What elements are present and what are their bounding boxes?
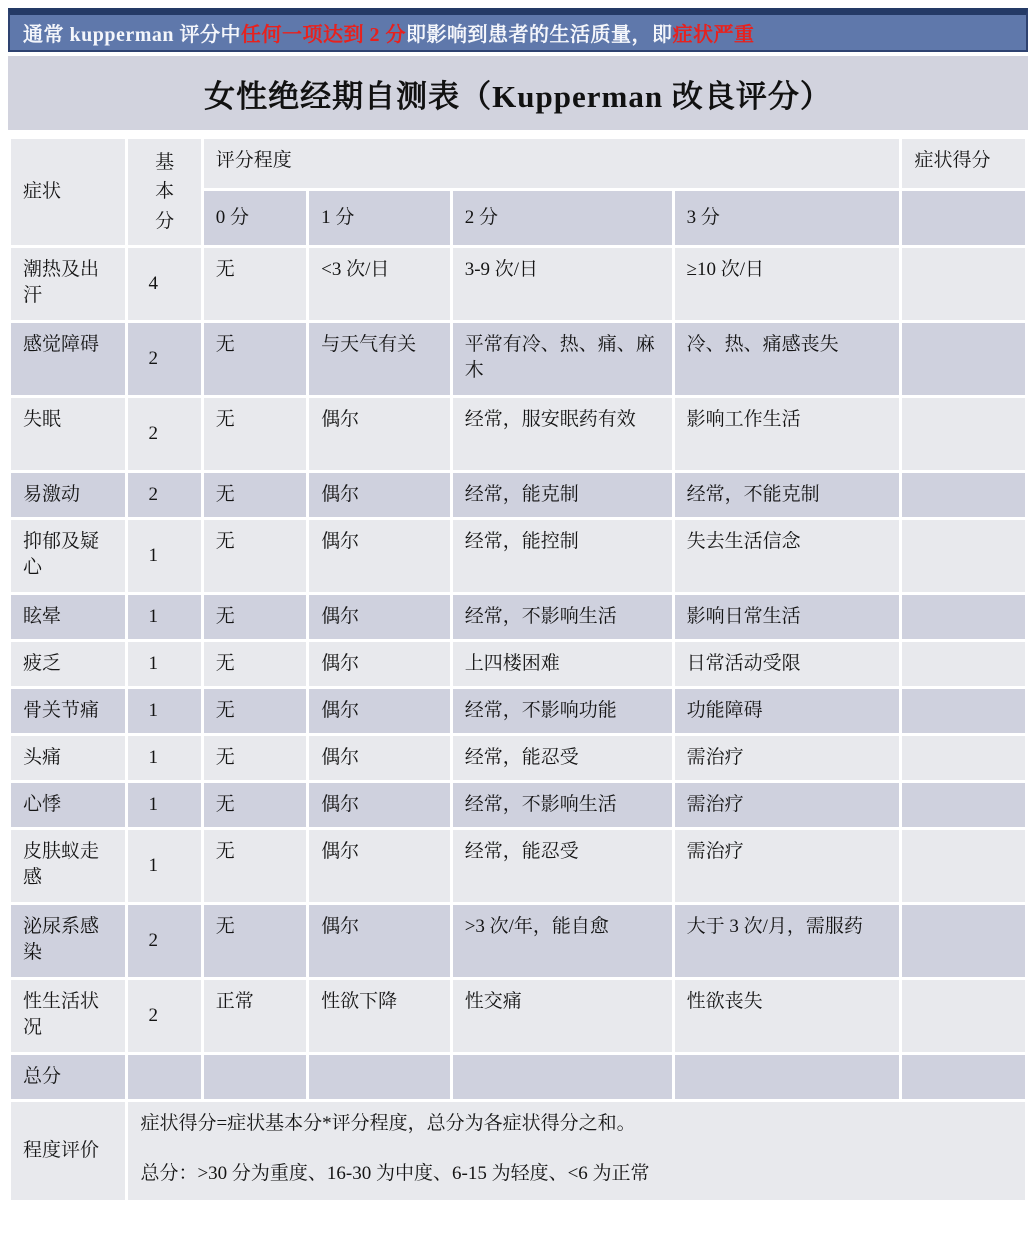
banner-segment: 通常 kupperman 评分中 bbox=[23, 24, 242, 46]
total-empty-cell bbox=[309, 1055, 450, 1099]
page-title: 女性绝经期自测表（Kupperman 改良评分） bbox=[204, 78, 832, 114]
degree-level-header-3: 3 分 bbox=[675, 191, 900, 245]
basic-score-cell: 1 bbox=[128, 830, 200, 902]
basic-score-header bbox=[128, 139, 200, 245]
degree-3-cell: 大于 3 次/月，需服药 bbox=[675, 905, 900, 977]
symptom-score-header: 症状得分 bbox=[902, 139, 1025, 188]
total-empty-cell bbox=[453, 1055, 672, 1099]
basic-score-cell: 2 bbox=[128, 323, 200, 395]
basic-score-cell: 2 bbox=[128, 473, 200, 517]
score-cell bbox=[902, 980, 1025, 1052]
score-cell bbox=[902, 783, 1025, 827]
degree-3-cell: 影响工作生活 bbox=[675, 398, 900, 470]
degree-0-cell: 无 bbox=[204, 323, 306, 395]
degree-3-cell: 日常活动受限 bbox=[675, 642, 900, 686]
symptom-cell: 眩晕 bbox=[11, 595, 125, 639]
degree-2-cell: 经常，能克制 bbox=[453, 473, 672, 517]
basic-score-cell: 1 bbox=[128, 736, 200, 780]
table-row bbox=[11, 595, 1025, 639]
evaluation-row bbox=[11, 1102, 1025, 1200]
symptom-cell: 皮肤蚁走感 bbox=[11, 830, 125, 902]
degree-level-header-2: 2 分 bbox=[453, 191, 672, 245]
score-cell bbox=[902, 689, 1025, 733]
page-title-bar bbox=[8, 56, 1028, 130]
degree-0-cell: 无 bbox=[204, 248, 306, 320]
symptom-cell: 感觉障碍 bbox=[11, 323, 125, 395]
score-cell bbox=[902, 473, 1025, 517]
degree-0-cell: 无 bbox=[204, 473, 306, 517]
total-empty-cell bbox=[128, 1055, 200, 1099]
degree-3-cell: 影响日常生活 bbox=[675, 595, 900, 639]
degree-1-cell: 偶尔 bbox=[309, 783, 450, 827]
total-empty-cell bbox=[204, 1055, 306, 1099]
table-row bbox=[11, 830, 1025, 902]
symptom-cell: 泌尿系感染 bbox=[11, 905, 125, 977]
degree-1-cell: <3 次/日 bbox=[309, 248, 450, 320]
degree-3-cell: 经常，不能克制 bbox=[675, 473, 900, 517]
degree-level-header-1: 1 分 bbox=[309, 191, 450, 245]
degree-0-cell: 无 bbox=[204, 736, 306, 780]
degree-3-cell: 功能障碍 bbox=[675, 689, 900, 733]
symptom-cell: 易激动 bbox=[11, 473, 125, 517]
total-empty-cell bbox=[902, 1055, 1025, 1099]
table-row bbox=[11, 689, 1025, 733]
degree-0-cell: 正常 bbox=[204, 980, 306, 1052]
total-row bbox=[11, 1055, 1025, 1099]
banner-segment-highlight: 任何一项达到 2 分 bbox=[241, 24, 407, 46]
degree-0-cell: 无 bbox=[204, 783, 306, 827]
assessment-table bbox=[8, 136, 1028, 1203]
symptom-cell: 骨关节痛 bbox=[11, 689, 125, 733]
degree-3-cell: 需治疗 bbox=[675, 783, 900, 827]
empty-subheader-cell bbox=[902, 191, 1025, 245]
degree-level-header-0: 0 分 bbox=[204, 191, 306, 245]
degree-1-cell: 偶尔 bbox=[309, 398, 450, 470]
table-row bbox=[11, 323, 1025, 395]
degree-3-cell: 需治疗 bbox=[675, 830, 900, 902]
evaluation-label-cell: 程度评价 bbox=[11, 1102, 125, 1200]
top-banner bbox=[8, 8, 1028, 52]
banner-segment: 即影响到患者的生活质量，即 bbox=[406, 24, 673, 46]
symptom-cell: 性生活状况 bbox=[11, 980, 125, 1052]
evaluation-formula: 症状得分=症状基本分*评分程度，总分为各症状得分之和。 bbox=[140, 1113, 636, 1135]
basic-score-header-label: 基本分 bbox=[155, 152, 175, 232]
symptom-cell: 潮热及出汗 bbox=[11, 248, 125, 320]
table-row bbox=[11, 736, 1025, 780]
basic-score-cell: 1 bbox=[128, 642, 200, 686]
symptom-header: 症状 bbox=[11, 139, 125, 245]
degree-3-cell: ≥10 次/日 bbox=[675, 248, 900, 320]
degree-2-cell: 平常有冷、热、痛、麻木 bbox=[453, 323, 672, 395]
degree-2-cell: 性交痛 bbox=[453, 980, 672, 1052]
degree-2-cell: 上四楼困难 bbox=[453, 642, 672, 686]
degree-0-cell: 无 bbox=[204, 642, 306, 686]
evaluation-content-cell bbox=[128, 1102, 1025, 1200]
degree-2-cell: 经常，不影响生活 bbox=[453, 595, 672, 639]
score-cell bbox=[902, 736, 1025, 780]
symptom-cell: 疲乏 bbox=[11, 642, 125, 686]
degree-1-cell: 性欲下降 bbox=[309, 980, 450, 1052]
degree-1-cell: 与天气有关 bbox=[309, 323, 450, 395]
table-row bbox=[11, 398, 1025, 470]
total-label-cell: 总分 bbox=[11, 1055, 125, 1099]
degree-3-cell: 需治疗 bbox=[675, 736, 900, 780]
basic-score-cell: 1 bbox=[128, 520, 200, 592]
basic-score-cell: 1 bbox=[128, 595, 200, 639]
degree-2-cell: 经常，不影响生活 bbox=[453, 783, 672, 827]
total-empty-cell bbox=[675, 1055, 900, 1099]
basic-score-cell: 2 bbox=[128, 905, 200, 977]
degree-2-cell: 经常，不影响功能 bbox=[453, 689, 672, 733]
basic-score-cell: 1 bbox=[128, 783, 200, 827]
degree-2-cell: >3 次/年，能自愈 bbox=[453, 905, 672, 977]
table-row bbox=[11, 520, 1025, 592]
degree-1-cell: 偶尔 bbox=[309, 736, 450, 780]
degree-1-cell: 偶尔 bbox=[309, 830, 450, 902]
degree-2-cell: 经常，能忍受 bbox=[453, 830, 672, 902]
symptom-cell: 心悸 bbox=[11, 783, 125, 827]
score-cell bbox=[902, 830, 1025, 902]
degree-1-cell: 偶尔 bbox=[309, 642, 450, 686]
degree-0-cell: 无 bbox=[204, 398, 306, 470]
score-cell bbox=[902, 905, 1025, 977]
table-row bbox=[11, 905, 1025, 977]
degree-2-cell: 经常，服安眠药有效 bbox=[453, 398, 672, 470]
degree-0-cell: 无 bbox=[204, 905, 306, 977]
table-row bbox=[11, 980, 1025, 1052]
score-cell bbox=[902, 398, 1025, 470]
degree-2-cell: 经常，能忍受 bbox=[453, 736, 672, 780]
score-cell bbox=[902, 642, 1025, 686]
table-row bbox=[11, 473, 1025, 517]
score-cell bbox=[902, 323, 1025, 395]
symptom-cell: 失眠 bbox=[11, 398, 125, 470]
degree-1-cell: 偶尔 bbox=[309, 520, 450, 592]
table-row bbox=[11, 248, 1025, 320]
degree-1-cell: 偶尔 bbox=[309, 689, 450, 733]
table-row bbox=[11, 642, 1025, 686]
degree-3-cell: 冷、热、痛感丧失 bbox=[675, 323, 900, 395]
degree-header: 评分程度 bbox=[204, 139, 900, 188]
header-row-1 bbox=[11, 139, 1025, 188]
score-cell bbox=[902, 248, 1025, 320]
degree-1-cell: 偶尔 bbox=[309, 473, 450, 517]
basic-score-cell: 2 bbox=[128, 398, 200, 470]
score-cell bbox=[902, 520, 1025, 592]
symptom-cell: 头痛 bbox=[11, 736, 125, 780]
basic-score-cell: 4 bbox=[128, 248, 200, 320]
degree-3-cell: 失去生活信念 bbox=[675, 520, 900, 592]
table-row bbox=[11, 783, 1025, 827]
degree-1-cell: 偶尔 bbox=[309, 905, 450, 977]
degree-2-cell: 经常，能控制 bbox=[453, 520, 672, 592]
degree-0-cell: 无 bbox=[204, 520, 306, 592]
symptom-cell: 抑郁及疑心 bbox=[11, 520, 125, 592]
degree-0-cell: 无 bbox=[204, 689, 306, 733]
degree-3-cell: 性欲丧失 bbox=[675, 980, 900, 1052]
banner-segment-highlight: 症状严重 bbox=[672, 24, 755, 46]
evaluation-grading: 总分：>30 分为重度、16-30 为中度、6-15 为轻度、<6 为正常 bbox=[140, 1163, 650, 1185]
degree-0-cell: 无 bbox=[204, 595, 306, 639]
basic-score-cell: 2 bbox=[128, 980, 200, 1052]
basic-score-cell: 1 bbox=[128, 689, 200, 733]
degree-1-cell: 偶尔 bbox=[309, 595, 450, 639]
score-cell bbox=[902, 595, 1025, 639]
degree-2-cell: 3-9 次/日 bbox=[453, 248, 672, 320]
degree-0-cell: 无 bbox=[204, 830, 306, 902]
